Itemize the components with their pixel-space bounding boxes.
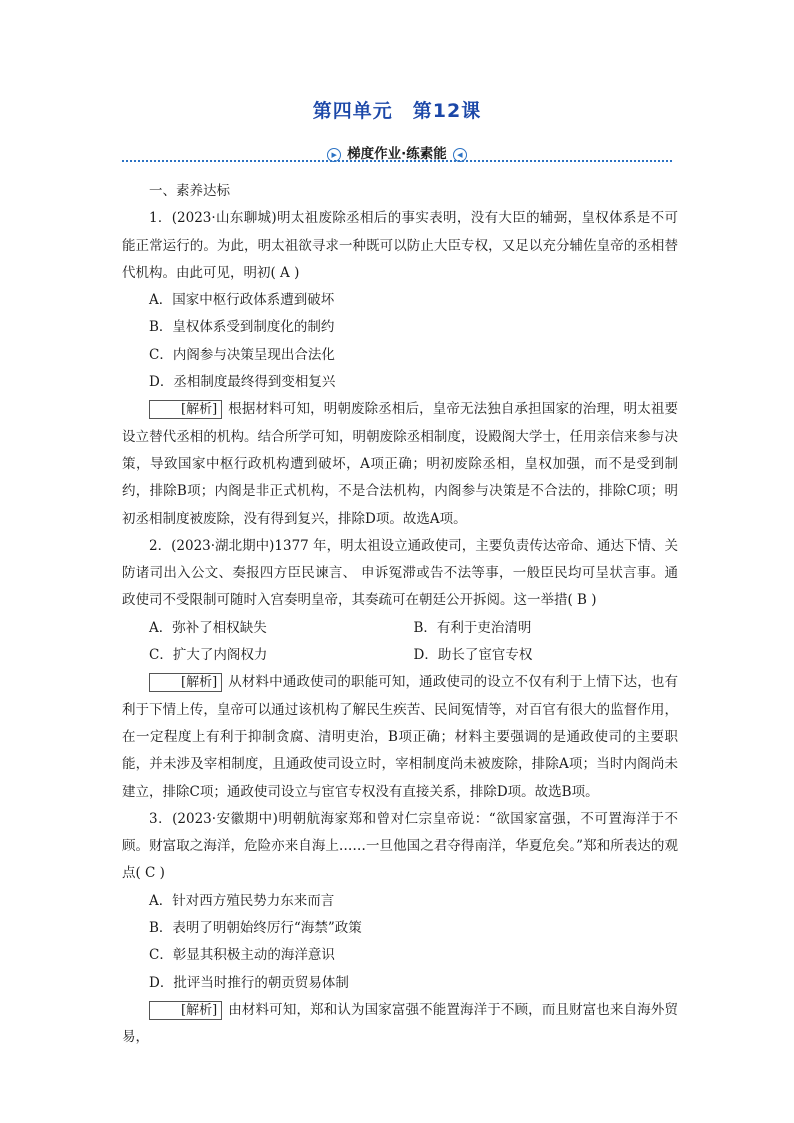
analysis-tag: [解析] bbox=[149, 1001, 222, 1020]
question-2-option-b: B．有利于吏治清明 bbox=[413, 619, 532, 636]
question-1-option-d: D．丞相制度最终得到变相复兴 bbox=[149, 374, 336, 391]
question-1-stem: 1．(2023·山东聊城)明太祖废除丞相后的事实表明，没有大臣的辅弼，皇权体系是不可能正常运行的。为此，明太祖欲寻求一种既可以防止大臣专权，又足以充分辅佐皇帝的丞相替代机构。由此可见，明初( A ) bbox=[122, 210, 678, 281]
question-2-option-d: D．助长了宦官专权 bbox=[413, 647, 533, 664]
question-3-option-d: D．批评当时推行的朝贡贸易体制 bbox=[149, 974, 349, 991]
analysis-text: 从材料中通政使司的职能可知，通政使司的设立不仅有利于上情下达，也有利于下情上传，皇帝可以通过该机构了解民生疾苦、民间冤情等，对百官有很大的监督作用，在一定程度上有利于抑制贪腐、清明吏治，B项正确；材料主要强调的是通政使司的主要职能，并未涉及宰相制度，且通政使司设立时，宰相制度尚未被废除，排除A项；当时内阁尚未建立，排除C项；通政使司设立与宦官专权没有直接关系，排除D项。故选B项。 bbox=[122, 674, 678, 800]
analysis-text: 由材料可知，郑和认为国家富强不能置海洋于不顾，而且财富也来自海外贸易， bbox=[122, 1001, 678, 1046]
question-1-option-b: B．皇权体系受到制度化的制约 bbox=[149, 319, 335, 336]
question-2-option-c: C．扩大了内阁权力 bbox=[149, 647, 268, 664]
question-1-option-a: A．国家中枢行政体系遭到破坏 bbox=[149, 292, 335, 309]
question-3-stem: 3．(2023·安徽期中)明朝航海家郑和曾对仁宗皇帝说：“欲国家富强，不可置海洋于不顾。财富取之海洋，危险亦来自海上……一旦他国之君夺得南洋，华夏危矣。”郑和所表达的观点( C ) bbox=[122, 810, 678, 882]
question-3-analysis bbox=[122, 997, 678, 1052]
analysis-tag: [解析] bbox=[149, 673, 222, 692]
analysis-tag: [解析] bbox=[149, 400, 222, 419]
section-heading: 一、素养达标 bbox=[149, 183, 230, 199]
banner-label: 梯度作业·练素能 bbox=[347, 146, 447, 162]
right-arrow-icon: ▶ bbox=[327, 148, 341, 162]
question-1-option-c: C．内阁参与决策呈现出合法化 bbox=[149, 346, 335, 363]
question-2-options-row-2 bbox=[122, 642, 678, 669]
content-body bbox=[122, 178, 678, 1052]
question-2-option-a: A．弥补了相权缺失 bbox=[149, 619, 267, 636]
question-3-option-a: A．针对西方殖民势力东来而言 bbox=[149, 892, 335, 909]
section-banner bbox=[0, 142, 794, 164]
question-3-option-c: C．彰显其积极主动的海洋意识 bbox=[149, 947, 335, 964]
question-2-options-row-1 bbox=[122, 615, 678, 642]
page-title: 第四单元 第12课 bbox=[312, 100, 482, 122]
left-arrow-icon: ◀ bbox=[453, 148, 467, 162]
analysis-text: 根据材料可知，明朝废除丞相后，皇帝无法独自承担国家的治理，明太祖要设立替代丞相的机构。结合所学可知，明朝废除丞相制度，设殿阁大学士，任用亲信来参与决策，导致国家中枢行政机构遭到破坏，A项正确；明初废除丞相，皇权加强，而不是受到制约，排除B项；内阁是非正式机构，不是合法机构，内阁参与决策是不合法的，排除C项；明初丞相制度被废除，没有得到复兴，排除D项。故选A项。 bbox=[122, 401, 678, 527]
question-1-analysis bbox=[122, 396, 678, 532]
question-2-analysis bbox=[122, 669, 678, 805]
question-2-stem: 2．(2023·湖北期中)1377 年，明太祖设立通政使司，主要负责传达帝命、通达下情、关防诸司出入公文、奏报四方臣民谏言、 申诉冤滞或告不法等事，一般臣民均可呈状言事。通政使司不受限制可随时入宫奏明皇帝，其奏疏可在朝廷公开拆阅。这一举措( B ) bbox=[122, 537, 678, 609]
question-3-option-b: B．表明了明朝始终厉行“海禁”政策 bbox=[149, 920, 362, 937]
